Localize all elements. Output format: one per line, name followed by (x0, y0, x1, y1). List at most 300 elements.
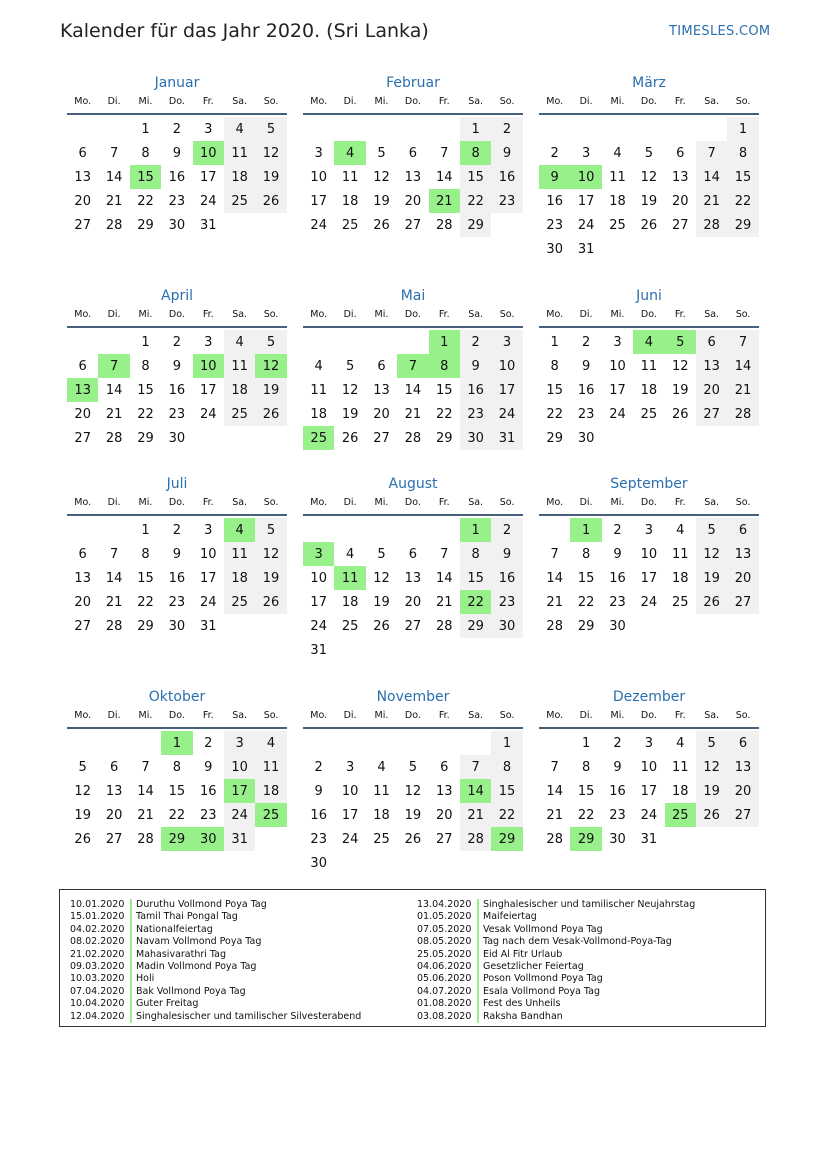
weekday-label: Sa. (232, 710, 248, 721)
holiday-day-cell: 4 (224, 518, 255, 542)
day-cell: 15 (727, 165, 758, 189)
day-grid (539, 731, 759, 851)
weekday-header (67, 306, 287, 324)
day-cell: 25 (224, 590, 255, 614)
month-2 (539, 73, 759, 261)
day-cell: 28 (435, 618, 453, 634)
holiday-date: 03.08.2020 (417, 1010, 472, 1022)
day-grid (67, 731, 287, 851)
empty-cell (460, 731, 491, 755)
day-cell: 11 (310, 382, 327, 398)
day-cell: 8 (460, 542, 491, 566)
empty-cell (130, 731, 161, 755)
empty-cell (303, 117, 334, 141)
weekday-label: Do. (168, 96, 185, 107)
day-cell: 1 (141, 334, 150, 350)
holiday-name: Madin Vollmond Poya Tag (130, 961, 256, 973)
day-cell: 3 (314, 145, 323, 161)
day-grid (303, 117, 523, 237)
empty-cell (334, 518, 365, 542)
header-divider (303, 113, 523, 115)
day-cell: 31 (199, 217, 217, 233)
day-cell: 23 (460, 402, 491, 426)
day-cell: 4 (676, 522, 685, 538)
day-cell: 9 (491, 542, 522, 566)
day-cell: 5 (78, 759, 87, 775)
empty-cell (397, 117, 428, 141)
day-cell: 14 (435, 570, 453, 586)
holiday-day-cell: 7 (397, 354, 428, 378)
weekday-label: Mi. (374, 497, 389, 508)
day-cell: 15 (137, 382, 154, 398)
holiday-day-cell: 12 (255, 354, 286, 378)
weekday-label: Sa. (704, 497, 720, 508)
weekday-label: Mo. (310, 710, 328, 721)
legend-row (417, 924, 695, 936)
day-cell: 7 (109, 145, 119, 161)
weekday-label: Di. (107, 309, 121, 320)
day-grid (539, 117, 759, 261)
day-cell: 7 (460, 755, 491, 779)
day-cell: 25 (341, 217, 359, 233)
day-cell: 22 (435, 406, 453, 422)
weekday-header (303, 494, 523, 512)
day-cell: 21 (546, 807, 563, 823)
day-cell: 24 (310, 217, 327, 233)
empty-cell (67, 731, 98, 755)
day-cell: 16 (609, 783, 626, 799)
weekday-label: Do. (640, 710, 657, 721)
day-cell: 26 (696, 803, 727, 827)
day-cell: 1 (491, 731, 522, 755)
day-cell: 15 (577, 783, 595, 799)
day-cell: 29 (460, 614, 491, 638)
day-cell: 13 (696, 354, 727, 378)
day-grid (303, 518, 523, 662)
day-grid (67, 330, 287, 450)
empty-cell (366, 518, 397, 542)
holiday-name: Raksha Bandhan (477, 1011, 563, 1023)
weekday-label: Do. (404, 96, 421, 107)
month-9 (67, 687, 287, 851)
day-cell: 18 (310, 406, 327, 422)
day-cell: 20 (435, 807, 453, 823)
header-divider (539, 514, 759, 516)
holiday-name: Vesak Vollmond Poya Tag (477, 924, 603, 936)
month-name: März (632, 75, 666, 91)
empty-cell (98, 330, 129, 354)
weekday-label: Mi. (138, 497, 153, 508)
weekday-header (67, 707, 287, 725)
day-cell: 23 (546, 217, 563, 233)
holiday-name: Singhalesischer und tamilischer Silvesterabend (130, 1011, 361, 1023)
weekday-header (303, 93, 523, 111)
day-cell: 17 (640, 783, 658, 799)
holiday-day-cell: 1 (161, 731, 192, 755)
day-cell: 6 (440, 759, 449, 775)
day-cell: 31 (640, 831, 658, 847)
month-name: Oktober (148, 689, 206, 705)
day-cell: 21 (460, 803, 491, 827)
day-cell: 22 (577, 594, 595, 610)
weekday-header (303, 707, 523, 725)
day-grid (67, 117, 287, 237)
day-cell: 26 (640, 217, 658, 233)
holiday-day-cell: 10 (193, 354, 224, 378)
month-name: September (610, 476, 688, 492)
day-cell: 11 (224, 141, 255, 165)
weekday-header (539, 494, 759, 512)
legend-row (70, 899, 361, 911)
legend-row (417, 911, 695, 923)
day-cell: 31 (224, 827, 255, 851)
empty-cell (98, 117, 129, 141)
day-cell: 20 (404, 193, 422, 209)
day-cell: 9 (460, 354, 491, 378)
day-cell: 11 (224, 354, 255, 378)
day-cell: 5 (377, 546, 386, 562)
empty-cell (570, 117, 601, 141)
holiday-day-cell: 4 (334, 141, 365, 165)
day-cell: 2 (491, 518, 522, 542)
day-cell: 4 (224, 330, 255, 354)
header-divider (539, 326, 759, 328)
day-cell: 4 (676, 735, 685, 751)
day-cell: 8 (727, 141, 758, 165)
holiday-day-cell: 14 (460, 779, 491, 803)
day-cell: 17 (310, 193, 327, 209)
holiday-date: 13.04.2020 (417, 899, 472, 910)
day-cell: 10 (224, 755, 255, 779)
day-cell: 29 (577, 618, 595, 634)
day-cell: 9 (491, 141, 522, 165)
day-cell: 16 (491, 566, 522, 590)
day-cell: 12 (404, 783, 422, 799)
day-cell: 23 (491, 189, 522, 213)
legend-row (417, 949, 695, 961)
day-cell: 4 (255, 731, 286, 755)
holiday-name: Duruthu Vollmond Poya Tag (130, 899, 267, 911)
day-cell: 14 (105, 382, 123, 398)
weekday-label: Sa. (232, 96, 248, 107)
day-cell: 6 (78, 358, 87, 374)
day-cell: 22 (727, 189, 758, 213)
day-cell: 25 (640, 406, 658, 422)
day-cell: 6 (408, 145, 417, 161)
day-cell: 16 (199, 783, 217, 799)
empty-cell (303, 518, 334, 542)
empty-cell (397, 518, 428, 542)
day-cell: 13 (105, 783, 123, 799)
day-cell: 5 (345, 358, 355, 374)
day-cell: 23 (310, 831, 327, 847)
day-cell: 15 (435, 382, 453, 398)
day-cell: 20 (74, 193, 91, 209)
day-cell: 28 (435, 217, 453, 233)
day-cell: 18 (609, 193, 626, 209)
day-cell: 11 (224, 542, 255, 566)
day-cell: 26 (255, 590, 286, 614)
day-cell: 6 (727, 731, 758, 755)
day-cell: 10 (640, 759, 658, 775)
empty-cell (696, 117, 727, 141)
weekday-label: Fr. (202, 96, 214, 107)
day-cell: 1 (550, 334, 559, 350)
weekday-label: Di. (343, 309, 357, 320)
holiday-day-cell: 22 (460, 590, 491, 614)
day-cell: 8 (550, 358, 559, 374)
day-cell: 16 (609, 570, 626, 586)
day-cell: 27 (671, 217, 689, 233)
weekday-label: Fr. (438, 96, 450, 107)
site-logo-text[interactable]: TIMESLES.COM (669, 24, 771, 39)
empty-cell (67, 330, 98, 354)
day-cell: 2 (460, 330, 491, 354)
weekday-label: Mo. (74, 96, 92, 107)
weekday-label: Mi. (610, 710, 625, 721)
weekday-label: Do. (640, 96, 657, 107)
day-cell: 2 (491, 117, 522, 141)
day-cell: 13 (74, 570, 91, 586)
weekday-header (67, 93, 287, 111)
day-cell: 13 (404, 570, 422, 586)
day-cell: 22 (546, 406, 563, 422)
empty-cell (366, 117, 397, 141)
day-cell: 3 (644, 735, 653, 751)
day-cell: 10 (609, 358, 626, 374)
day-cell: 23 (609, 807, 626, 823)
holiday-name: Maifeiertag (477, 911, 537, 923)
empty-cell (539, 117, 570, 141)
day-cell: 13 (435, 783, 453, 799)
holiday-legend (59, 889, 766, 1027)
weekday-label: Di. (107, 96, 121, 107)
day-cell: 20 (74, 594, 91, 610)
weekday-label: Di. (579, 309, 593, 320)
empty-cell (366, 330, 397, 354)
holiday-name: Fest des Unheils (477, 998, 560, 1010)
day-cell: 28 (105, 430, 123, 446)
day-grid (303, 330, 523, 450)
day-cell: 16 (168, 382, 186, 398)
holiday-day-cell: 8 (429, 354, 460, 378)
month-name: Februar (386, 75, 440, 91)
header-divider (67, 113, 287, 115)
weekday-header (539, 306, 759, 324)
weekday-header (539, 707, 759, 725)
day-cell: 4 (224, 117, 255, 141)
holiday-name: Poson Vollmond Poya Tag (477, 973, 603, 985)
weekday-label: Di. (107, 497, 121, 508)
holiday-date: 05.06.2020 (417, 973, 472, 985)
day-cell: 26 (74, 831, 91, 847)
day-cell: 16 (491, 165, 522, 189)
day-cell: 6 (78, 145, 87, 161)
day-cell: 15 (460, 165, 491, 189)
day-cell: 8 (491, 755, 522, 779)
day-cell: 6 (676, 145, 685, 161)
day-cell: 16 (168, 570, 186, 586)
weekday-label: Di. (579, 497, 593, 508)
day-cell: 14 (137, 783, 154, 799)
day-cell: 3 (204, 121, 213, 137)
empty-cell (303, 330, 334, 354)
day-cell: 18 (671, 783, 689, 799)
header-divider (303, 326, 523, 328)
day-cell: 28 (105, 618, 123, 634)
day-cell: 23 (168, 594, 186, 610)
day-cell: 18 (224, 165, 255, 189)
month-1 (303, 73, 523, 237)
day-cell: 25 (609, 217, 626, 233)
day-cell: 22 (491, 803, 522, 827)
day-cell: 2 (172, 121, 181, 137)
legend-row (70, 998, 361, 1010)
header-divider (303, 514, 523, 516)
weekday-label: Sa. (232, 497, 248, 508)
day-cell: 14 (105, 169, 123, 185)
day-cell: 28 (696, 213, 727, 237)
weekday-label: Mi. (610, 497, 625, 508)
day-cell: 20 (373, 406, 390, 422)
day-cell: 7 (109, 546, 119, 562)
day-cell: 10 (199, 546, 217, 562)
legend-row (417, 961, 695, 973)
month-3 (67, 286, 287, 450)
weekday-label: Di. (579, 710, 593, 721)
day-cell: 22 (137, 193, 154, 209)
day-cell: 3 (345, 759, 355, 775)
weekday-label: Mi. (374, 96, 389, 107)
day-cell: 14 (435, 169, 453, 185)
day-cell: 12 (74, 783, 91, 799)
holiday-day-cell: 25 (303, 426, 334, 450)
day-cell: 12 (640, 169, 658, 185)
day-cell: 18 (341, 193, 359, 209)
day-cell: 3 (644, 522, 653, 538)
day-cell: 5 (377, 145, 386, 161)
day-cell: 27 (435, 831, 453, 847)
holiday-date: 08.05.2020 (417, 936, 472, 948)
day-cell: 30 (168, 618, 186, 634)
legend-row (417, 986, 695, 998)
day-cell: 15 (168, 783, 186, 799)
day-cell: 23 (577, 406, 595, 422)
day-cell: 12 (255, 542, 286, 566)
empty-cell (397, 731, 428, 755)
day-cell: 3 (491, 330, 522, 354)
day-cell: 22 (460, 189, 491, 213)
legend-row (70, 961, 361, 973)
weekday-label: So. (263, 309, 279, 320)
weekday-label: So. (735, 497, 751, 508)
day-cell: 10 (310, 169, 327, 185)
day-cell: 17 (199, 570, 217, 586)
day-cell: 28 (137, 831, 154, 847)
weekday-label: So. (499, 710, 515, 721)
day-cell: 8 (581, 546, 591, 562)
weekday-label: Mo. (74, 497, 92, 508)
day-cell: 3 (204, 334, 213, 350)
holiday-name: Holi (130, 973, 154, 985)
day-cell: 6 (109, 759, 119, 775)
holiday-name: Esala Vollmond Poya Tag (477, 986, 600, 998)
weekday-label: Fr. (674, 710, 686, 721)
holiday-day-cell: 5 (665, 330, 696, 354)
weekday-label: Fr. (202, 497, 214, 508)
holiday-day-cell: 8 (460, 141, 491, 165)
day-cell: 23 (168, 193, 186, 209)
weekday-label: Sa. (468, 309, 484, 320)
day-cell: 30 (577, 430, 595, 446)
empty-cell (539, 731, 570, 755)
day-cell: 30 (546, 241, 563, 257)
day-cell: 21 (137, 807, 154, 823)
month-8 (539, 474, 759, 638)
weekday-label: Mo. (546, 96, 564, 107)
weekday-label: Mi. (374, 710, 389, 721)
day-grid (539, 330, 759, 450)
weekday-label: Di. (343, 710, 357, 721)
day-cell: 19 (74, 807, 91, 823)
weekday-header (67, 494, 287, 512)
day-cell: 23 (168, 406, 186, 422)
empty-cell (665, 117, 696, 141)
weekday-label: Mi. (610, 309, 625, 320)
day-cell: 30 (609, 831, 626, 847)
legend-row (417, 1011, 695, 1023)
day-cell: 22 (577, 807, 595, 823)
day-cell: 2 (581, 334, 591, 350)
weekday-label: So. (263, 96, 279, 107)
day-cell: 24 (224, 803, 255, 827)
day-cell: 25 (671, 594, 689, 610)
header-divider (67, 514, 287, 516)
weekday-label: Sa. (468, 497, 484, 508)
empty-cell (539, 518, 570, 542)
day-cell: 8 (172, 759, 181, 775)
day-cell: 30 (460, 426, 491, 450)
holiday-day-cell: 1 (570, 518, 601, 542)
day-cell: 11 (255, 755, 286, 779)
day-cell: 14 (546, 783, 563, 799)
day-cell: 14 (546, 570, 563, 586)
day-cell: 13 (727, 755, 758, 779)
day-cell: 4 (314, 358, 323, 374)
holiday-day-cell: 30 (193, 827, 224, 851)
day-cell: 25 (373, 831, 390, 847)
day-cell: 14 (727, 354, 758, 378)
day-cell: 21 (105, 406, 123, 422)
day-cell: 18 (671, 570, 689, 586)
day-cell: 2 (172, 334, 181, 350)
day-cell: 11 (671, 546, 689, 562)
day-cell: 1 (460, 117, 491, 141)
day-cell: 13 (404, 169, 422, 185)
holiday-date: 01.05.2020 (417, 911, 472, 923)
holiday-date: 04.07.2020 (417, 985, 472, 997)
weekday-label: Do. (404, 710, 421, 721)
weekday-label: Mo. (310, 497, 328, 508)
weekday-label: Fr. (674, 96, 686, 107)
day-cell: 8 (581, 759, 591, 775)
day-cell: 24 (577, 217, 595, 233)
day-cell: 15 (491, 779, 522, 803)
day-cell: 31 (310, 642, 327, 658)
day-cell: 23 (491, 590, 522, 614)
day-cell: 8 (141, 546, 150, 562)
day-cell: 24 (640, 594, 658, 610)
